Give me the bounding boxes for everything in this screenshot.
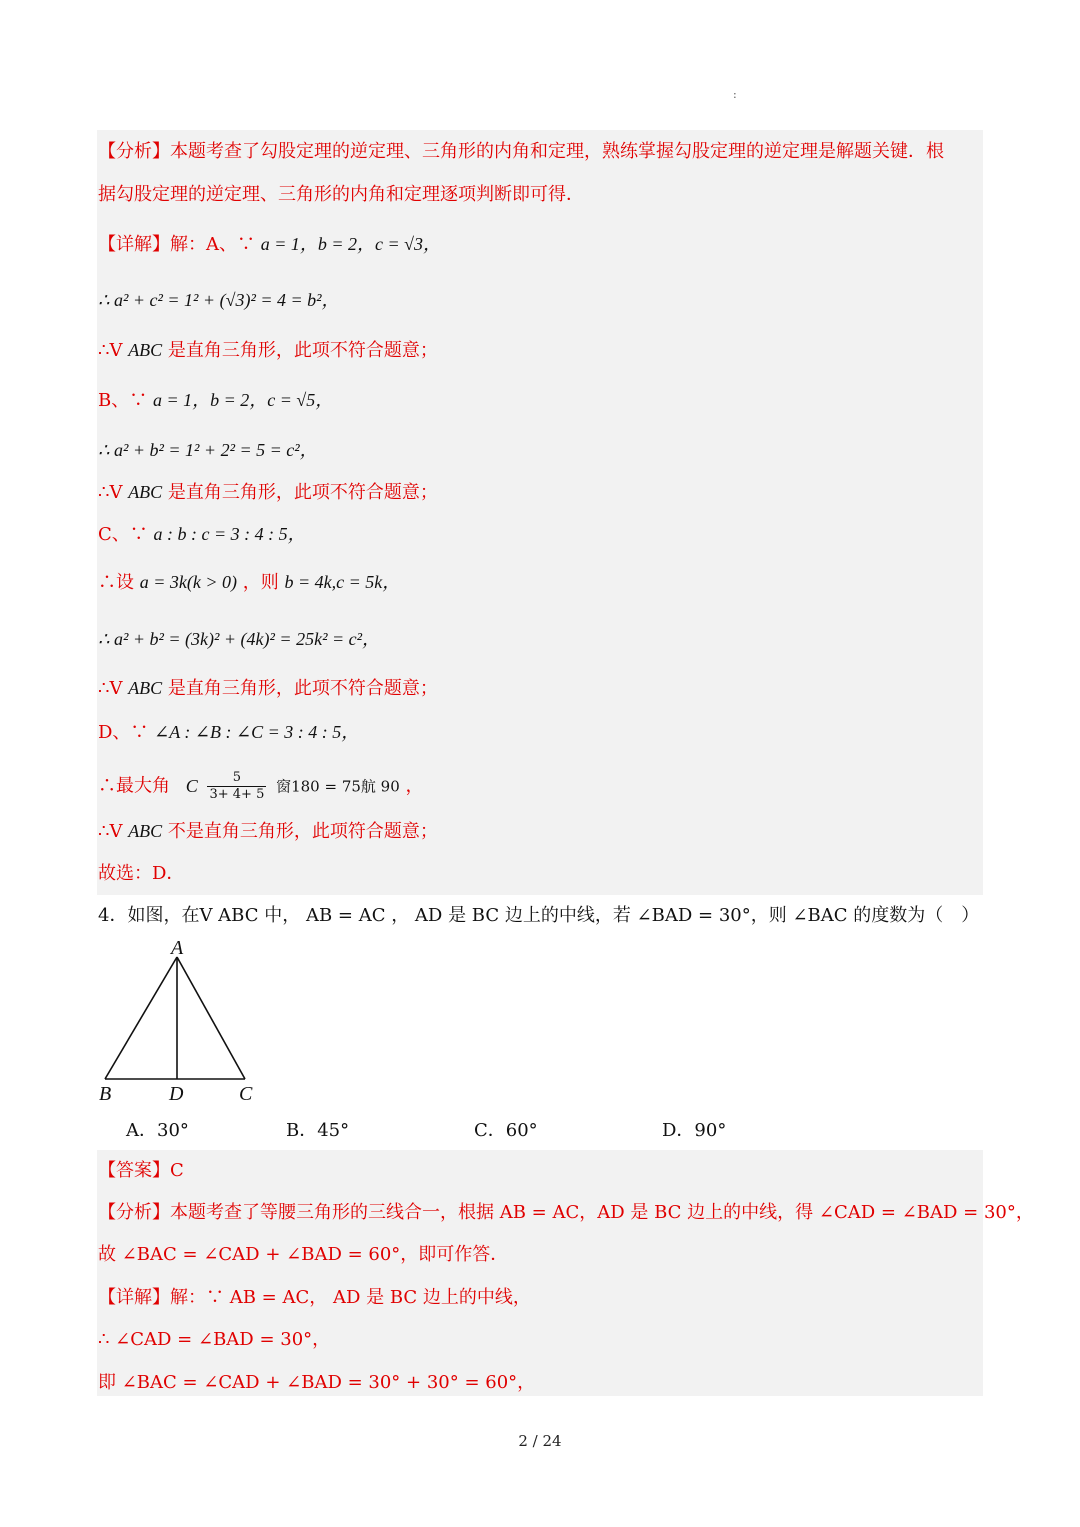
angle-c: C [185,775,198,796]
max-angle-calculation: 窗180 = 75航 90 [276,777,400,796]
detail-d-max-angle-line [98,770,424,803]
answer-analysis-line1: 【分析】本题考查了等腰三角形的三线合一，根据 AB = AC，AD 是 BC 边上的中线，得 ∠CAD = ∠BAD = 30°， [98,1202,1034,1223]
conclusion-text: 是直角三角形，此项不符合题意； [167,678,438,699]
set-middle: ，则 [242,572,279,593]
detail-b-calculation: ∴ a² + b² = 1² + 2² = 5 = c²， [98,440,318,460]
detail-d-line [98,720,359,745]
triangle-name: ABC [128,340,163,360]
fraction [207,770,266,803]
triangle-figure [95,935,275,1107]
side-ac [177,957,245,1079]
therefore-symbol: ∴V [98,482,123,503]
conclusion-text: 是直角三角形，此项不符合题意； [167,340,438,361]
set-expression-2: b = 4k,c = 5k， [284,572,401,592]
answer-analysis-line2: 故 ∠BAC = ∠CAD + ∠BAD = 60°，即可作答． [98,1244,509,1265]
option-b-head: B、∵ [98,390,148,411]
detail-b-conclusion [98,480,438,505]
detail-a-values: a = 1，b = 2，c = √3， [260,234,442,254]
answer-line: 【答案】C [98,1160,184,1181]
side-ab [105,957,177,1079]
answer-detail-line2: ∴ ∠CAD = ∠BAD = 30°， [98,1329,331,1350]
detail-label: 【详解】解：A、∵ [98,234,255,255]
option-a: A．30° [126,1120,189,1141]
label-b: B [99,1083,112,1105]
analysis-paragraph-line2: 据勾股定理的逆定理、三角形的内角和定理逐项判断即可得． [98,184,584,205]
set-expression: a = 3k(k > 0) [139,572,237,592]
set-prefix: ∴设 [98,572,134,593]
triangle-name: ABC [128,821,163,841]
therefore-symbol: ∴V [98,340,123,361]
detail-a-calculation: ∴ a² + c² = 1² + (√3)² = 4 = b²， [98,290,340,310]
detail-c-conclusion [98,676,438,701]
detail-a-line [98,232,441,257]
detail-d-conclusion [98,819,438,844]
analysis-paragraph-line1: 【分析】本题考查了勾股定理的逆定理、三角形的内角和定理，熟练掌握勾股定理的逆定理是解题关键．根 [98,141,944,162]
conclusion-text: 不是直角三角形，此项符合题意； [167,821,438,842]
therefore-symbol: ∴V [98,678,123,699]
corner-mark: : [733,88,737,101]
fraction-numerator: 5 [207,770,266,787]
fraction-denominator: 3+ 4+ 5 [209,787,265,802]
detail-d-ratio: ∠A : ∠B : ∠C = 3 : 4 : 5， [154,722,360,742]
option-c: C．60° [474,1120,538,1141]
detail-c-line [98,522,306,547]
question-4-text: 4．如图，在V ABC 中， AB = AC ， AD 是 BC 边上的中线，若 ∠BAD = 30°，则 ∠BAC 的度数为（ ） [98,905,980,926]
conclusion-text: 是直角三角形，此项不符合题意； [167,482,438,503]
detail-c-calculation: ∴ a² + b² = (3k)² + (4k)² = 25k² = c²， [98,629,380,649]
max-angle-end: ， [405,775,424,797]
option-d-head: D、∵ [98,722,149,743]
choose-answer: 故选：D． [98,863,185,884]
max-angle-prefix: ∴最大角 [98,775,170,797]
triangle-name: ABC [128,678,163,698]
label-c: C [239,1083,253,1105]
detail-c-set-line [98,570,400,595]
option-c-head: C、∵ [98,524,148,545]
answer-detail-line1: 【详解】解：∵ AB = AC， AD 是 BC 边上的中线， [98,1287,531,1308]
option-b: B．45° [286,1120,350,1141]
therefore-symbol: ∴V [98,821,123,842]
label-a: A [171,937,184,959]
answer-block-background [97,1150,983,1396]
label-d: D [169,1083,184,1105]
detail-a-conclusion [98,338,438,363]
option-d: D．90° [662,1120,727,1141]
detail-c-ratio: a : b : c = 3 : 4 : 5， [153,524,306,544]
triangle-name: ABC [128,482,163,502]
page-number: 2 / 24 [518,1432,562,1450]
detail-b-line [98,388,333,413]
detail-b-values: a = 1，b = 2，c = √5， [152,390,334,410]
answer-detail-line3: 即 ∠BAC = ∠CAD + ∠BAD = 30° + 30° = 60°， [98,1372,536,1393]
